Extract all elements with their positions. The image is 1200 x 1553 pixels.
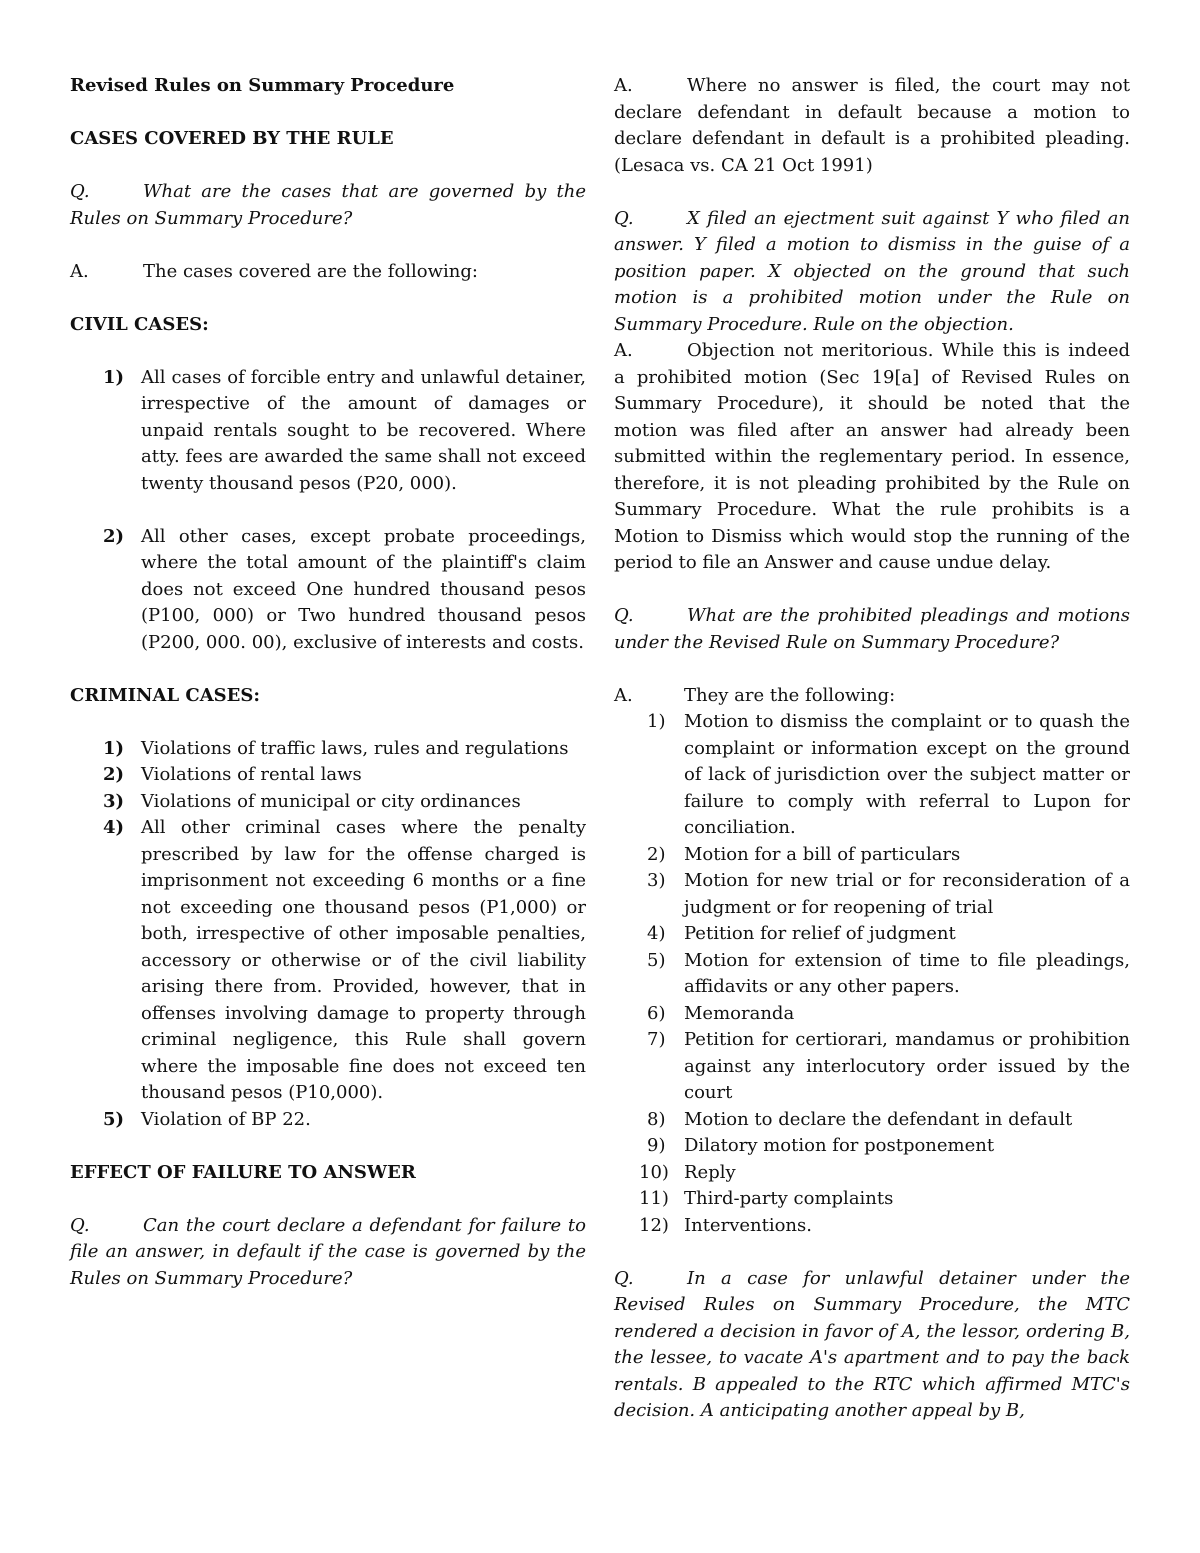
criminal-cases-heading: CRIMINAL CASES:	[70, 684, 261, 706]
item-number: 11)	[639, 1188, 669, 1209]
prohibited-pleadings-list	[614, 709, 1130, 1239]
answer-label: A.	[614, 75, 633, 96]
item-text: Motion to declare the defendant in default	[684, 1108, 1073, 1130]
answer-label: A.	[70, 260, 89, 282]
item-number: 10)	[639, 1161, 669, 1183]
item-number: 4)	[647, 923, 666, 944]
item-text: All other criminal cases where the penalty prescribed by law for the offense charged is imprisonment not exceeding 6 months or a fine not exceeding one thousand pesos (P1,000) or both, irrespective of other imposable penalties, accessory or otherwise or of the civil liability arising there from. Provided, however, that in offenses involving damage to property through criminal negligence, this Rule shall govern where the imposable fine does not exceed ten thousand pesos (P10,000).	[141, 817, 586, 1103]
list-item	[614, 842, 1130, 869]
item-text: Violations of municipal or city ordinances	[141, 790, 521, 812]
list-item	[614, 921, 1130, 948]
question-5	[614, 1266, 1130, 1425]
answer-text: The cases covered are the following:	[143, 260, 478, 282]
item-number: 5)	[647, 949, 666, 971]
list-item	[70, 815, 586, 1107]
answer-text: Objection not meritorious. While this is indeed a prohibited motion (Sec 19[a] of Revised Rules on Summary Procedure), it should be noted that the motion was filed after an answer had already been submitted within the reglementary period. In essence, therefore, it is not pleading prohibited by the Rule on Summary Procedure. What the rule prohibits is a Motion to Dismiss which would stop the running of the period to file an Answer and cause undue delay.	[614, 340, 1130, 573]
item-number: 4)	[103, 817, 125, 838]
answer-label: A.	[614, 340, 633, 361]
list-item	[614, 948, 1130, 1001]
list-item	[70, 736, 586, 763]
item-text: Petition for relief of judgment	[684, 923, 956, 944]
item-text: Violations of rental laws	[141, 764, 362, 785]
item-number: 1)	[103, 737, 125, 759]
item-text: Memoranda	[684, 1002, 795, 1024]
question-text: In a case for unlawful detainer under the Revised Rules on Summary Procedure, the MTC rendered a decision in favor of A, the lessor, ordering B, the lessee, to vacate A's apartment and to pay the back rentals. B appealed to the RTC which affirmed MTC's decision. A anticipating another appeal by B,	[614, 1267, 1130, 1421]
item-text: Reply	[684, 1161, 736, 1183]
item-number: 8)	[647, 1108, 666, 1130]
left-column	[70, 73, 586, 1292]
item-number: 3)	[647, 870, 666, 891]
item-number: 2)	[103, 764, 125, 785]
item-number: 9)	[647, 1135, 666, 1156]
list-item	[70, 762, 586, 789]
item-text: All cases of forcible entry and unlawful detainer, irrespective of the amount of damages or unpaid rentals sought to be recovered. Where atty. fees are awarded the same shall not exceed twenty thousand pesos (P20, 000).	[141, 366, 586, 494]
answer-4	[614, 683, 1130, 710]
list-item	[70, 365, 586, 498]
item-number: 1)	[647, 711, 666, 732]
question-label: Q.	[614, 605, 634, 626]
question-text: What are the prohibited pleadings and motions under the Revised Rule on Summary Procedure?	[614, 605, 1130, 653]
list-item	[614, 1001, 1130, 1028]
civil-cases-list	[70, 365, 586, 657]
list-item	[614, 1027, 1130, 1107]
answer-2	[614, 73, 1130, 179]
item-text: Violation of BP 22.	[141, 1108, 311, 1130]
answer-text: Where no answer is filed, the court may not declare defendant in default because a motion to declare defendant in default is a prohibited pleading. (Lesaca vs. CA 21 Oct 1991)	[614, 75, 1130, 176]
cases-covered-heading: CASES COVERED BY THE RULE	[70, 128, 394, 149]
question-3	[614, 206, 1130, 339]
item-number: 12)	[639, 1214, 669, 1236]
list-item	[614, 709, 1130, 842]
item-text: Motion for new trial or for reconsideration of a judgment or for reopening of trial	[684, 870, 1130, 918]
document-title: Revised Rules on Summary Procedure	[70, 75, 455, 96]
item-number: 5)	[103, 1108, 125, 1130]
item-number: 2)	[647, 843, 666, 865]
list-item	[614, 1160, 1130, 1187]
item-number: 1)	[103, 366, 125, 388]
question-text: Can the court declare a defendant for failure to file an answer, in default if the case is governed by the Rules on Summary Procedure?	[70, 1214, 586, 1289]
question-label: Q.	[70, 1214, 90, 1236]
answer-label: A.	[614, 684, 633, 706]
question-label: Q.	[614, 1267, 634, 1289]
question-4	[614, 603, 1130, 656]
list-item	[70, 524, 586, 657]
answer-1	[70, 259, 586, 286]
answer-3	[614, 338, 1130, 577]
item-text: Third-party complaints	[684, 1188, 894, 1209]
list-item	[614, 868, 1130, 921]
item-text: Motion for extension of time to file pleadings, affidavits or any other papers.	[684, 949, 1130, 997]
question-text: X filed an ejectment suit against Y who filed an answer. Y filed a motion to dismiss in the guise of a position paper. X objected on the ground that such motion is a prohibited motion under the Rule on Summary Procedure. Rule on the objection.	[614, 207, 1130, 335]
item-text: Motion for a bill of particulars	[684, 843, 961, 865]
item-text: Motion to dismiss the complaint or to quash the complaint or information except on the ground of lack of jurisdiction over the subject matter or failure to comply with referral to Lupon for conciliation.	[684, 711, 1130, 838]
question-text: What are the cases that are governed by the Rules on Summary Procedure?	[70, 181, 586, 229]
civil-cases-heading: CIVIL CASES:	[70, 313, 209, 335]
question-1	[70, 179, 586, 232]
criminal-cases-list	[70, 736, 586, 1134]
list-item	[614, 1107, 1130, 1134]
item-text: All other cases, except probate proceedings, where the total amount of the plaintiff's claim does not exceed One hundred thousand pesos (P100, 000) or Two hundred thousand pesos (P200, 000. 00), exclusive of interests and costs.	[141, 525, 586, 653]
list-item	[614, 1213, 1130, 1240]
item-text: Violations of traffic laws, rules and regulations	[141, 737, 569, 759]
list-item	[70, 789, 586, 816]
question-label: Q.	[614, 207, 634, 229]
item-number: 7)	[647, 1029, 666, 1050]
item-text: Dilatory motion for postponement	[684, 1135, 995, 1156]
effect-of-failure-heading: EFFECT OF FAILURE TO ANSWER	[70, 1161, 416, 1183]
list-item	[614, 1133, 1130, 1160]
question-label: Q.	[70, 181, 90, 202]
list-item	[70, 1107, 586, 1134]
right-column	[614, 73, 1130, 1425]
item-text: Interventions.	[684, 1214, 812, 1236]
item-text: Petition for certiorari, mandamus or prohibition against any interlocutory order issued by the court	[684, 1029, 1130, 1103]
answer-text: They are the following:	[684, 684, 896, 706]
item-number: 3)	[103, 790, 125, 812]
item-number: 6)	[647, 1002, 666, 1024]
list-item	[614, 1186, 1130, 1213]
item-number: 2)	[103, 525, 125, 547]
question-2	[70, 1213, 586, 1293]
